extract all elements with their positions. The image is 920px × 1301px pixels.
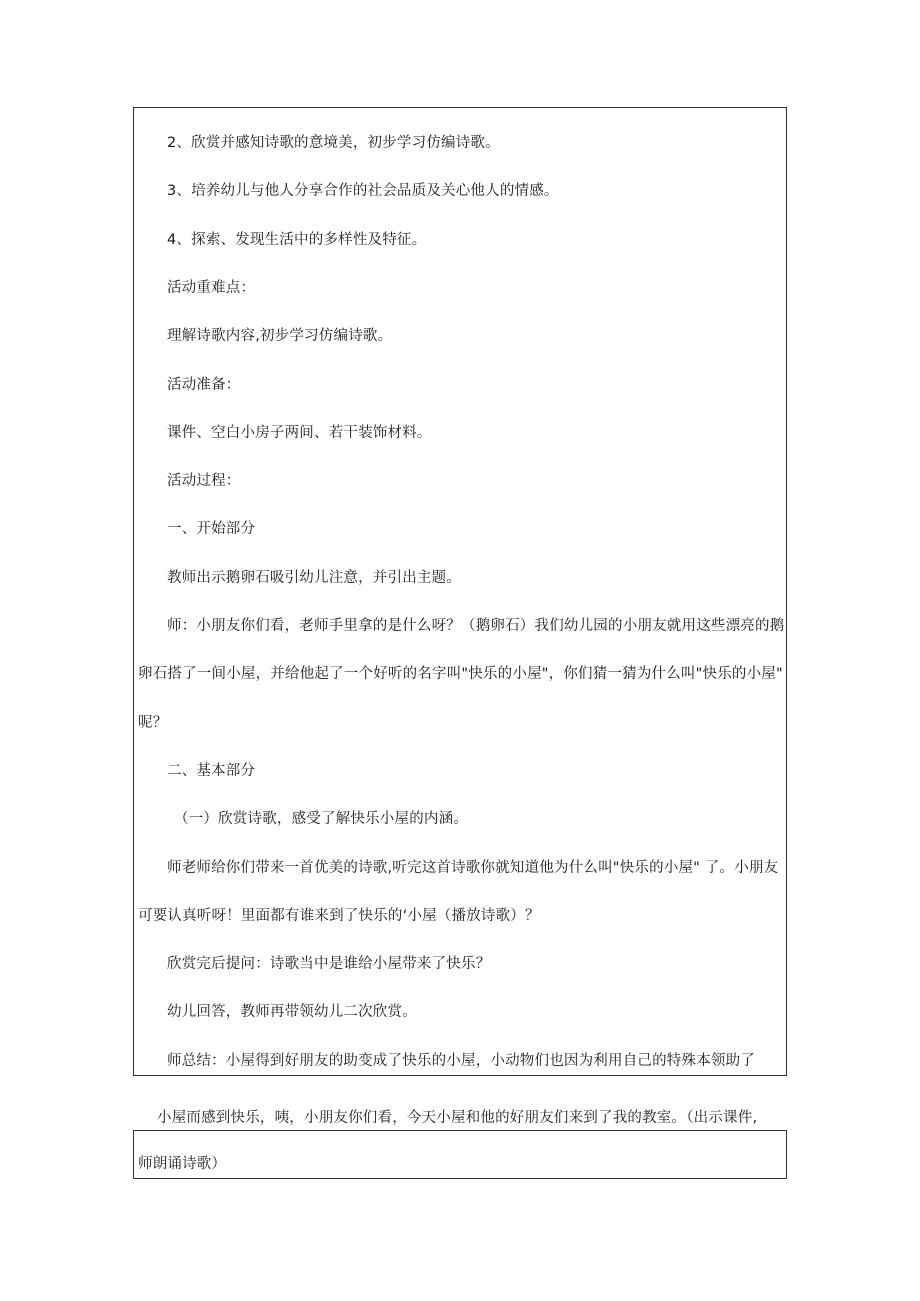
text-line: 3、培养幼儿与他人分享合作的社会品质及关心他人的情感。 xyxy=(167,183,559,199)
section-label: 活动重难点： xyxy=(167,280,256,296)
text-line-outside: 小屋而感到快乐，咦，小朋友你们看，今天小屋和他的好朋友们来到了我的教室。（出示课件, xyxy=(157,1110,758,1126)
text-line: 师：小朋友你们看，老师手里拿的是什么呀？（鹅卵石）我们幼儿园的小朋友就用这些漂亮的鹅 xyxy=(167,618,785,634)
text-line: 卵石搭了一间小屋，并给他起了一个好听的名字叫"快乐的小屋"，你们猜一猜为什么叫"快乐的小屋" xyxy=(138,666,783,682)
text-line: 师老师给你们带来一首优美的诗歌,听完这首诗歌你就知道他为什么叫"快乐的小屋" 了。小朋友 xyxy=(167,860,779,876)
content-table-cell xyxy=(133,1130,787,1179)
section-label: 活动过程： xyxy=(167,473,241,489)
text-line: 幼儿回答，教师再带领幼儿二次欣赏。 xyxy=(167,1004,417,1020)
content-table-cell xyxy=(133,107,787,1076)
section-heading: 二、基本部分 xyxy=(167,763,256,779)
text-line: 师总结：小屋得到好朋友的助变成了快乐的小屋，小动物们也因为利用自己的特殊本领助了 xyxy=(167,1053,755,1069)
text-line: 2、欣赏并感知诗歌的意境美，初步学习仿编诗歌。 xyxy=(167,135,500,151)
text-line: 可要认真听呀！里面都有谁来到了快乐的‘小屋（播放诗歌）？ xyxy=(138,908,540,924)
section-heading: 一、开始部分 xyxy=(167,521,256,537)
section-label: 活动准备： xyxy=(167,377,241,393)
text-line: 师朗诵诗歌） xyxy=(138,1156,227,1172)
text-line: 4、探索、发现生活中的多样性及特征。 xyxy=(167,232,427,248)
text-line: 课件、空白小房子两间、若干装饰材料。 xyxy=(167,425,432,441)
text-line: 呢？ xyxy=(138,715,168,731)
text-line: 教师出示鹅卵石吸引幼儿注意，并引出主题。 xyxy=(167,570,461,586)
text-line: 理解诗歌内容,初步学习仿编诗歌。 xyxy=(167,328,393,344)
subsection-heading: （一）欣赏诗歌，感受了解快乐小屋的内涵。 xyxy=(174,811,468,827)
text-line: 欣赏完后提问：诗歌当中是谁给小屋带来了快乐？ xyxy=(167,956,491,972)
